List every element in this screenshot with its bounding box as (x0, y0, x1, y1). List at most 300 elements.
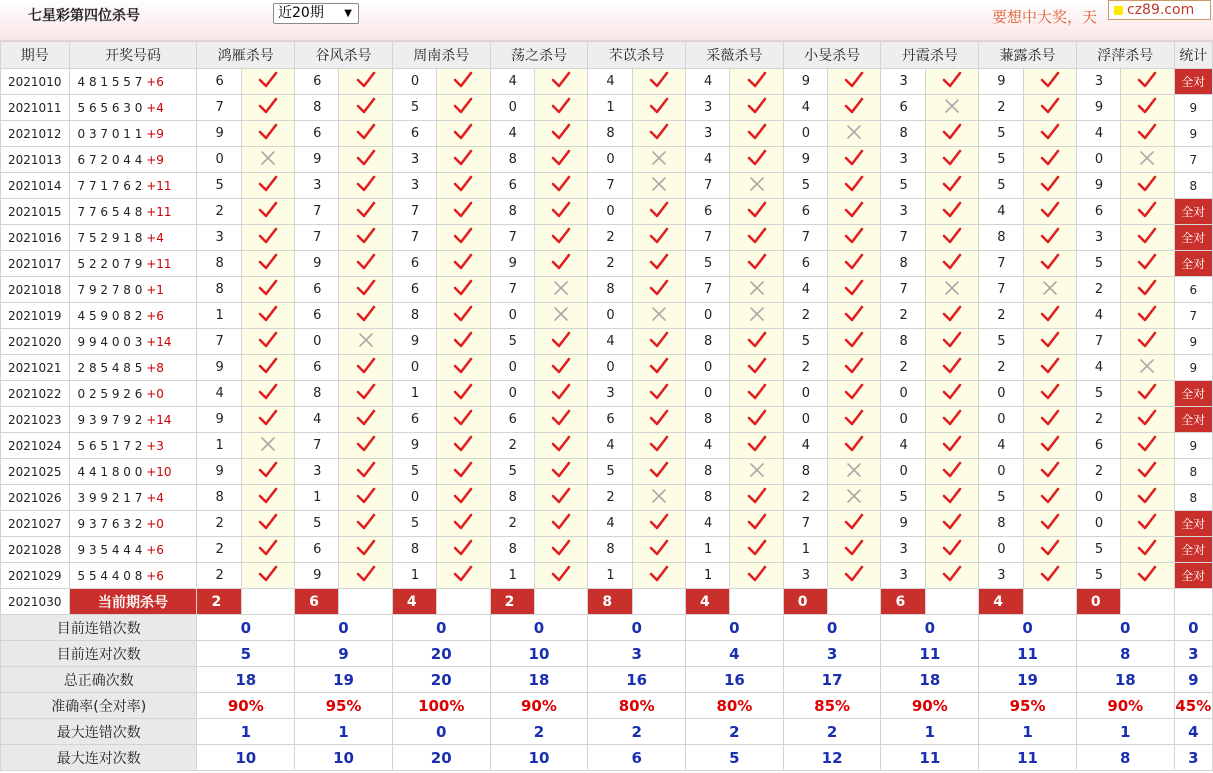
draw-numbers: 7 7 1 7 6 2 (77, 178, 143, 193)
issue-cell: 2021018 (1, 277, 70, 303)
kill-number-cell: 2 (783, 355, 827, 381)
result-mark-cell (828, 251, 881, 277)
summary-value: 0 (392, 615, 490, 641)
check-icon (1040, 78, 1060, 93)
draw-numbers: 6 7 2 0 4 4 (77, 152, 143, 167)
check-icon (942, 78, 962, 93)
summary-value: 95% (295, 693, 393, 719)
check-icon (649, 442, 669, 457)
kill-number-cell: 4 (1076, 355, 1120, 381)
result-mark-cell (534, 511, 587, 537)
current-kill-number: 4 (979, 589, 1023, 615)
kill-number-cell: 0 (490, 381, 534, 407)
check-icon (747, 208, 767, 223)
check-icon (1137, 442, 1157, 457)
draw-numbers: 7 9 2 7 8 0 (77, 282, 143, 297)
current-kill-number: 4 (392, 589, 436, 615)
stat-cell: 8 (1174, 459, 1212, 485)
check-icon (1040, 364, 1060, 379)
result-mark-cell (828, 329, 881, 355)
kill-number-cell: 4 (490, 69, 534, 95)
result-mark-cell (1023, 225, 1076, 251)
summary-label: 准确率(全对率) (1, 693, 197, 719)
result-mark-cell (241, 407, 294, 433)
check-icon (551, 104, 571, 119)
kill-number-cell: 9 (295, 147, 339, 173)
cross-icon (651, 155, 667, 170)
result-mark-cell (632, 329, 685, 355)
check-icon (258, 416, 278, 431)
kill-number-cell: 5 (1076, 381, 1120, 407)
issue-cell: 2021012 (1, 121, 70, 147)
result-mark-cell (437, 433, 490, 459)
summary-value: 1 (1076, 719, 1174, 745)
kill-number-cell: 6 (392, 407, 436, 433)
kill-number-cell: 7 (686, 277, 730, 303)
table-row (1, 511, 1213, 537)
cross-icon (553, 311, 569, 326)
table-row (1, 173, 1213, 199)
kill-number-cell: 4 (1076, 303, 1120, 329)
kill-number-cell: 0 (392, 355, 436, 381)
kill-number-cell: 0 (1076, 485, 1120, 511)
kill-number-cell: 1 (295, 485, 339, 511)
result-mark-cell (632, 199, 685, 225)
kill-number-cell: 4 (295, 407, 339, 433)
result-mark-cell (925, 563, 978, 589)
check-icon (453, 208, 473, 223)
result-mark-cell (828, 69, 881, 95)
kill-number-cell: 4 (588, 433, 632, 459)
current-empty-cell (925, 589, 978, 615)
result-mark-cell (632, 511, 685, 537)
check-icon (1040, 416, 1060, 431)
kill-number-cell: 8 (490, 537, 534, 563)
table-row (1, 277, 1213, 303)
kill-number-cell: 8 (295, 381, 339, 407)
check-icon (258, 286, 278, 301)
summary-value: 80% (686, 693, 784, 719)
summary-value: 0 (295, 615, 393, 641)
current-kill-number: 2 (197, 589, 241, 615)
result-mark-cell (437, 537, 490, 563)
check-icon (258, 208, 278, 223)
stat-cell: 全对 (1174, 251, 1212, 277)
table-row (1, 537, 1213, 563)
kill-number-cell: 7 (392, 199, 436, 225)
kill-number-cell: 9 (490, 251, 534, 277)
kill-number-cell: 5 (295, 511, 339, 537)
summary-value: 90% (1076, 693, 1174, 719)
result-mark-cell (632, 95, 685, 121)
site-logo[interactable] (1108, 0, 1211, 20)
check-icon (453, 546, 473, 561)
result-mark-cell (730, 225, 783, 251)
issue-cell: 2021016 (1, 225, 70, 251)
kill-number-cell: 8 (881, 121, 925, 147)
check-icon (258, 182, 278, 197)
period-select[interactable] (273, 3, 359, 24)
result-mark-cell (339, 355, 392, 381)
check-icon (453, 468, 473, 483)
result-mark-cell (730, 251, 783, 277)
kill-number-cell: 5 (979, 121, 1023, 147)
check-icon (1137, 494, 1157, 509)
kill-number-cell: 7 (295, 199, 339, 225)
check-icon (453, 338, 473, 353)
header-expert: 蒹露杀号 (979, 42, 1077, 69)
summary-value: 19 (295, 667, 393, 693)
result-mark-cell (730, 121, 783, 147)
summary-value: 0 (881, 615, 979, 641)
check-icon (844, 416, 864, 431)
header-expert: 周南杀号 (392, 42, 490, 69)
result-mark-cell (437, 251, 490, 277)
check-icon (258, 312, 278, 327)
kill-number-cell: 2 (979, 303, 1023, 329)
check-icon (649, 78, 669, 93)
check-icon (356, 442, 376, 457)
result-mark-cell (1121, 329, 1174, 355)
check-icon (453, 442, 473, 457)
kill-number-cell: 5 (979, 329, 1023, 355)
draw-numbers-cell (69, 511, 197, 537)
check-icon (356, 364, 376, 379)
result-mark-cell (632, 251, 685, 277)
stat-cell: 9 (1174, 433, 1212, 459)
result-mark-cell (241, 303, 294, 329)
draw-numbers-cell (69, 303, 197, 329)
check-icon (942, 390, 962, 405)
result-mark-cell (534, 173, 587, 199)
kill-number-cell: 0 (979, 459, 1023, 485)
summary-value: 18 (1076, 667, 1174, 693)
current-kill-number: 0 (783, 589, 827, 615)
summary-value: 20 (392, 641, 490, 667)
result-mark-cell (925, 381, 978, 407)
kill-number-cell: 5 (881, 485, 925, 511)
result-mark-cell (241, 433, 294, 459)
check-icon (1040, 130, 1060, 145)
result-mark-cell (925, 459, 978, 485)
result-mark-cell (1023, 381, 1076, 407)
kill-number-cell: 8 (686, 407, 730, 433)
kill-number-cell: 3 (686, 121, 730, 147)
check-icon (453, 286, 473, 301)
check-icon (747, 78, 767, 93)
kill-number-cell: 4 (686, 433, 730, 459)
cross-icon (749, 311, 765, 326)
cross-icon (846, 467, 862, 482)
header-expert: 荡之杀号 (490, 42, 588, 69)
result-mark-cell (730, 485, 783, 511)
summary-label: 目前连错次数 (1, 615, 197, 641)
draw-numbers-cell (69, 173, 197, 199)
kill-number-cell: 5 (979, 147, 1023, 173)
check-icon (551, 416, 571, 431)
issue-cell: 2021017 (1, 251, 70, 277)
result-mark-cell (437, 173, 490, 199)
summary-stat: 3 (1174, 641, 1212, 667)
cross-icon (846, 129, 862, 144)
check-icon (1040, 156, 1060, 171)
check-icon (844, 338, 864, 353)
issue-cell: 2021013 (1, 147, 70, 173)
result-mark-cell (632, 277, 685, 303)
check-icon (1137, 286, 1157, 301)
kill-number-cell: 8 (588, 277, 632, 303)
check-icon (1040, 390, 1060, 405)
issue-cell: 2021011 (1, 95, 70, 121)
draw-sum: +6 (146, 542, 164, 557)
result-mark-cell (437, 121, 490, 147)
table-row (1, 147, 1213, 173)
result-mark-cell (1121, 433, 1174, 459)
result-mark-cell (925, 147, 978, 173)
result-mark-cell (437, 329, 490, 355)
cross-icon (651, 181, 667, 196)
header-expert: 鸿雁杀号 (197, 42, 295, 69)
summary-value: 0 (197, 615, 295, 641)
summary-value: 10 (490, 745, 588, 771)
draw-numbers: 4 8 1 5 5 7 (77, 74, 143, 89)
result-mark-cell (339, 121, 392, 147)
kill-number-cell: 7 (686, 225, 730, 251)
draw-numbers-cell (69, 277, 197, 303)
current-empty-cell (534, 589, 587, 615)
kill-number-cell: 6 (686, 199, 730, 225)
kill-number-cell: 9 (295, 251, 339, 277)
result-mark-cell (730, 69, 783, 95)
check-icon (258, 468, 278, 483)
summary-value: 5 (197, 641, 295, 667)
kill-number-cell: 5 (392, 95, 436, 121)
result-mark-cell (1023, 277, 1076, 303)
result-mark-cell (241, 95, 294, 121)
result-mark-cell (534, 407, 587, 433)
result-mark-cell (339, 407, 392, 433)
summary-value: 0 (588, 615, 686, 641)
cross-icon (1042, 285, 1058, 300)
issue-cell: 2021024 (1, 433, 70, 459)
result-mark-cell (925, 485, 978, 511)
summary-value: 80% (588, 693, 686, 719)
draw-sum: +9 (146, 152, 164, 167)
result-mark-cell (1121, 121, 1174, 147)
kill-number-cell: 8 (588, 121, 632, 147)
check-icon (844, 364, 864, 379)
header-expert: 小旻杀号 (783, 42, 881, 69)
check-icon (747, 156, 767, 171)
kill-number-cell: 8 (686, 485, 730, 511)
kill-number-cell: 3 (881, 69, 925, 95)
current-empty-cell (1023, 589, 1076, 615)
kill-number-cell: 0 (197, 147, 241, 173)
kill-number-cell: 2 (197, 511, 241, 537)
summary-value: 11 (979, 745, 1077, 771)
check-icon (747, 494, 767, 509)
summary-value: 0 (979, 615, 1077, 641)
result-mark-cell (534, 277, 587, 303)
result-mark-cell (241, 225, 294, 251)
result-mark-cell (1023, 303, 1076, 329)
check-icon (453, 312, 473, 327)
check-icon (453, 156, 473, 171)
issue-cell: 2021014 (1, 173, 70, 199)
kill-number-cell: 2 (1076, 407, 1120, 433)
summary-value: 20 (392, 745, 490, 771)
summary-stat: 3 (1174, 745, 1212, 771)
kill-number-cell: 5 (392, 459, 436, 485)
check-icon (356, 208, 376, 223)
kill-number-cell: 7 (1076, 329, 1120, 355)
result-mark-cell (730, 303, 783, 329)
cross-icon (749, 467, 765, 482)
kill-number-cell: 2 (881, 303, 925, 329)
check-icon (844, 104, 864, 119)
kill-number-cell: 8 (979, 225, 1023, 251)
check-icon (942, 130, 962, 145)
kill-number-cell: 9 (979, 69, 1023, 95)
result-mark-cell (1121, 381, 1174, 407)
draw-sum: +1 (146, 282, 164, 297)
check-icon (942, 468, 962, 483)
check-icon (258, 130, 278, 145)
result-mark-cell (828, 121, 881, 147)
table-row (1, 225, 1213, 251)
result-mark-cell (730, 199, 783, 225)
check-icon (747, 416, 767, 431)
result-mark-cell (1023, 69, 1076, 95)
check-icon (649, 260, 669, 275)
kill-number-cell: 2 (979, 355, 1023, 381)
current-empty-cell (632, 589, 685, 615)
kill-number-table (0, 41, 1213, 771)
check-icon (356, 468, 376, 483)
result-mark-cell (339, 147, 392, 173)
kill-number-cell: 9 (392, 329, 436, 355)
result-mark-cell (534, 251, 587, 277)
check-icon (356, 390, 376, 405)
table-row (1, 69, 1213, 95)
result-mark-cell (1023, 485, 1076, 511)
check-icon (747, 338, 767, 353)
current-empty-cell (828, 589, 881, 615)
check-icon (356, 182, 376, 197)
summary-value: 2 (686, 719, 784, 745)
result-mark-cell (925, 277, 978, 303)
check-icon (1137, 78, 1157, 93)
result-mark-cell (828, 303, 881, 329)
kill-number-cell: 0 (490, 95, 534, 121)
kill-number-cell: 0 (881, 407, 925, 433)
check-icon (1137, 468, 1157, 483)
kill-number-cell: 6 (392, 251, 436, 277)
chevron-down-icon: ▼ (344, 8, 352, 19)
result-mark-cell (632, 407, 685, 433)
table-row (1, 199, 1213, 225)
current-empty-cell (1121, 589, 1174, 615)
result-mark-cell (632, 537, 685, 563)
kill-number-cell: 3 (295, 173, 339, 199)
stat-cell: 全对 (1174, 537, 1212, 563)
summary-value: 3 (588, 641, 686, 667)
kill-number-cell: 3 (979, 563, 1023, 589)
kill-number-cell: 4 (588, 329, 632, 355)
summary-stat: 4 (1174, 719, 1212, 745)
check-icon (1040, 546, 1060, 561)
result-mark-cell (925, 69, 978, 95)
kill-number-cell: 5 (392, 511, 436, 537)
result-mark-cell (1121, 147, 1174, 173)
check-icon (1040, 468, 1060, 483)
check-icon (551, 208, 571, 223)
kill-number-cell: 3 (197, 225, 241, 251)
period-select-value: 近20期 (278, 5, 324, 21)
kill-number-cell: 8 (197, 277, 241, 303)
kill-number-cell: 4 (979, 433, 1023, 459)
result-mark-cell (339, 511, 392, 537)
check-icon (453, 78, 473, 93)
result-mark-cell (241, 69, 294, 95)
summary-value: 19 (979, 667, 1077, 693)
result-mark-cell (828, 511, 881, 537)
result-mark-cell (730, 511, 783, 537)
result-mark-cell (1121, 485, 1174, 511)
summary-value: 18 (197, 667, 295, 693)
kill-number-cell: 4 (783, 95, 827, 121)
kill-number-cell: 7 (783, 511, 827, 537)
check-icon (649, 468, 669, 483)
check-icon (551, 546, 571, 561)
result-mark-cell (339, 277, 392, 303)
cross-icon (553, 285, 569, 300)
summary-value: 90% (197, 693, 295, 719)
cross-icon (944, 103, 960, 118)
result-mark-cell (1023, 563, 1076, 589)
result-mark-cell (339, 303, 392, 329)
result-mark-cell (339, 381, 392, 407)
result-mark-cell (437, 147, 490, 173)
check-icon (551, 156, 571, 171)
result-mark-cell (828, 225, 881, 251)
kill-number-cell: 2 (979, 95, 1023, 121)
result-mark-cell (925, 173, 978, 199)
kill-number-cell: 8 (588, 537, 632, 563)
kill-number-cell: 0 (686, 303, 730, 329)
kill-number-cell: 5 (588, 459, 632, 485)
kill-number-cell: 7 (881, 277, 925, 303)
kill-number-cell: 3 (881, 537, 925, 563)
kill-number-cell: 7 (979, 251, 1023, 277)
summary-value: 11 (881, 641, 979, 667)
kill-number-cell: 3 (1076, 225, 1120, 251)
result-mark-cell (437, 485, 490, 511)
kill-number-cell: 1 (588, 95, 632, 121)
cross-icon (651, 311, 667, 326)
kill-number-cell: 6 (588, 407, 632, 433)
draw-sum: +6 (146, 308, 164, 323)
check-icon (649, 234, 669, 249)
check-icon (551, 442, 571, 457)
check-icon (356, 520, 376, 535)
header-expert: 采薇杀号 (686, 42, 784, 69)
summary-value: 11 (979, 641, 1077, 667)
summary-value: 18 (881, 667, 979, 693)
result-mark-cell (1023, 433, 1076, 459)
summary-value: 2 (588, 719, 686, 745)
kill-number-cell: 5 (979, 173, 1023, 199)
